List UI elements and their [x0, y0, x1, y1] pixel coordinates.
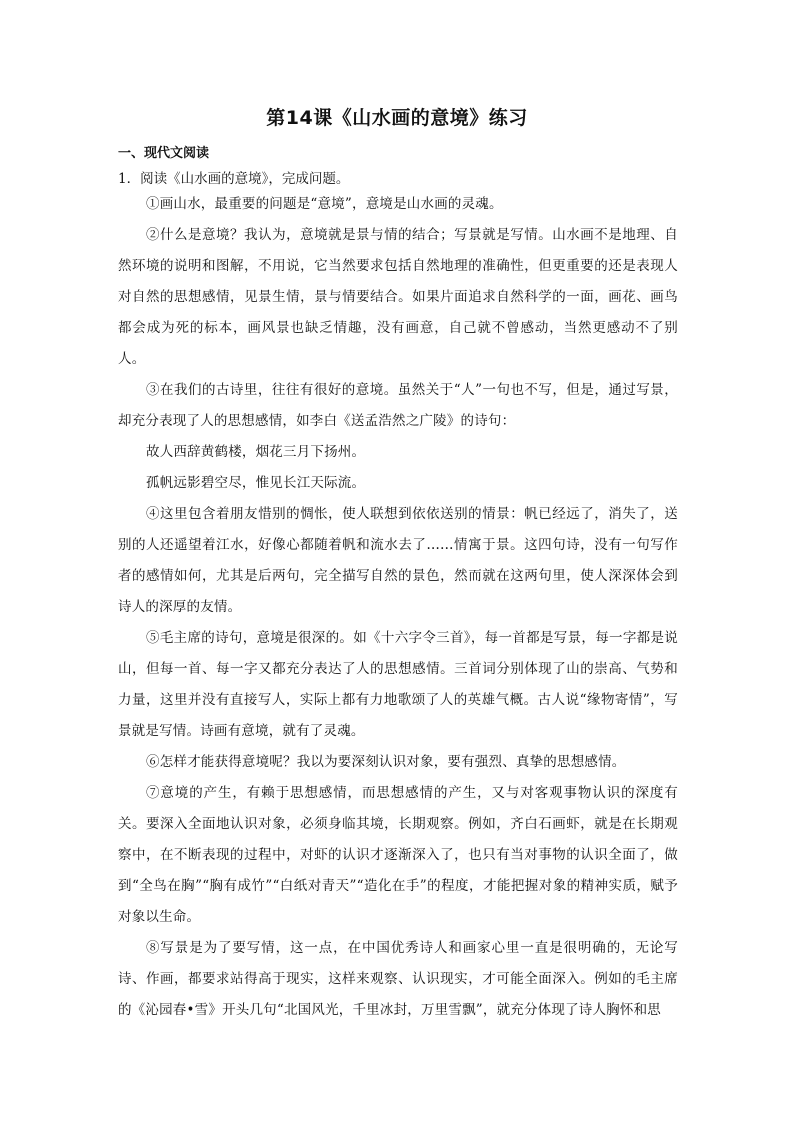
page-title: 第14课《山水画的意境》练习 — [266, 107, 528, 129]
paragraph-4: ④这里包含着朋友惜别的惆怅，使人联想到依依送别的情景：帆已经远了，消失了，送别的人还遥望着江水，好像心都随着帆和流水去了……情寓于景。这四句诗，没有一句写作者的感情如何，尤其是后两句，完全描写自然的景色，然而就在这两句里，使人深深体会到诗人的深厚的友情。 — [118, 506, 678, 615]
paragraph-5: ⑤毛主席的诗句，意境是很深的。如《十六字令三首》，每一首都是写景，每一字都是说山，但每一首、每一字又都充分表达了人的思想感情。三首词分别体现了山的崇高、气势和力量，这里并没有直接写人，实际上都有力地歌颂了人的英雄气概。古人说“缘物寄情”，写景就是写情。诗画有意境，就有了灵魂。 — [118, 630, 678, 739]
paragraph-1: ①画山水，最重要的问题是“意境”，意境是山水画的灵魂。 — [146, 196, 503, 212]
reading-passage — [118, 189, 678, 1026]
poem-line-2: 孤帆远影碧空尽，惟见长江天际流。 — [146, 475, 366, 491]
poem-line-1: 故人西辞黄鹤楼，烟花三月下扬州。 — [146, 444, 366, 460]
paragraph-6: ⑥怎样才能获得意境呢？我以为要深刻认识对象，要有强烈、真挚的思想感情。 — [146, 754, 626, 770]
paragraph-3: ③在我们的古诗里，往往有很好的意境。虽然关于“人”一句也不写，但是，通过写景，却充分表现了人的思想感情，如李白《送孟浩然之广陵》的诗句： — [118, 382, 678, 429]
paragraph-7: ⑦意境的产生，有赖于思想感情，而思想感情的产生，又与对客观事物认识的深度有关。要深入全面地认识对象，必须身临其境，长期观察。例如，齐白石画虾，就是在长期观察中，在不断表现的过程中，对虾的认识才逐渐深入了，也只有当对事物的认识全面了，做到“全鸟在胸”“胸有成竹”“白纸对青天”“造化在手”的程度，才能把握对象的精神实质，赋予对象以生命。 — [118, 785, 678, 925]
paragraph-8: ⑧写景是为了要写情，这一点，在中国优秀诗人和画家心里一直是很明确的，无论写诗、作画，都要求站得高于现实，这样来观察、认识现实，才可能全面深入。例如的毛主席的《沁园春•雪》开头几句“北国风光，千里冰封，万里雪飘”，就充分体现了诗人胸怀和思 — [118, 940, 678, 1018]
section-heading: 一、现代文阅读 — [118, 146, 210, 161]
paragraph-2: ②什么是意境？我认为，意境就是景与情的结合；写景就是写情。山水画不是地理、自然环境的说明和图解，不用说，它当然要求包括自然地理的准确性，但更重要的还是表现人对自然的思想感情，见景生情，景与情要结合。如果片面追求自然科学的一面，画花、画鸟都会成为死的标本，画风景也缺乏情趣，没有画意，自己就不曾感动，当然更感动不了别人。 — [118, 227, 678, 367]
question-prompt: 1．阅读《山水画的意境》，完成问题。 — [118, 171, 350, 187]
